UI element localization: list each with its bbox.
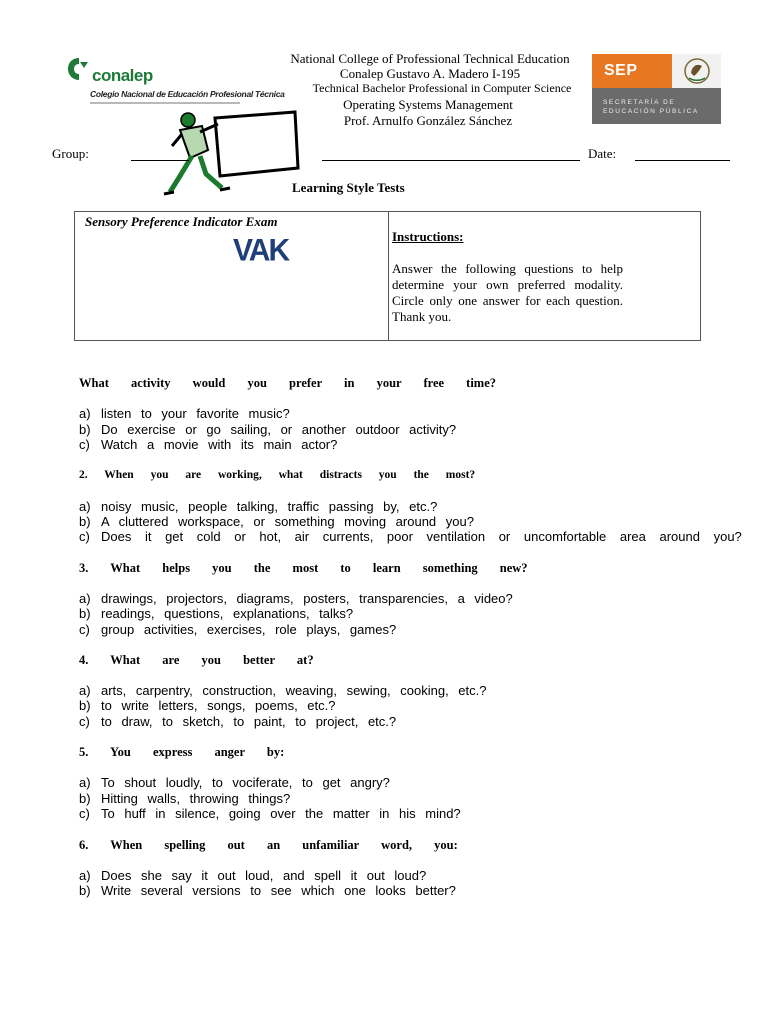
option-text: To shout loudly, to vociferate, to get angry? — [101, 775, 390, 790]
option-letter: c) — [79, 714, 90, 729]
instructions-label-text: Instructions: — [392, 229, 464, 244]
question-5: 5. You express anger by: — [79, 745, 285, 759]
option-letter: c) — [79, 806, 90, 821]
option-text: Hitting walls, throwing things? — [101, 791, 291, 806]
option-text: Do exercise or go sailing, or another outdoor activity? — [101, 422, 457, 437]
option-6b[interactable] — [79, 883, 456, 898]
page-title: Learning Style Tests — [292, 180, 405, 195]
mexico-eagle-emblem-icon — [672, 54, 721, 88]
option-5b[interactable] — [79, 791, 290, 806]
vak-logo: VAK — [233, 233, 289, 268]
option-letter: a) — [79, 775, 91, 790]
option-letter: b) — [79, 883, 91, 898]
option-letter: a) — [79, 591, 91, 606]
box-divider — [388, 212, 389, 341]
option-text: drawings, projectors, diagrams, posters, transparencies, a video? — [101, 591, 513, 606]
option-text: arts, carpentry, construction, weaving, sewing, cooking, etc.? — [101, 683, 487, 698]
option-letter: a) — [79, 868, 91, 883]
conalep-mark-icon — [66, 56, 92, 82]
option-letter: b) — [79, 606, 91, 621]
institution-name: National College of Professional Technical Education — [290, 51, 570, 66]
option-6a[interactable] — [79, 868, 426, 883]
option-text: readings, questions, explanations, talks? — [101, 606, 354, 621]
course-name: Operating Systems Management — [343, 97, 513, 112]
option-letter: c) — [79, 529, 90, 544]
group-label: Group: — [52, 146, 89, 161]
option-letter: b) — [79, 698, 91, 713]
option-letter: c) — [79, 622, 90, 637]
instructions-label — [392, 229, 494, 245]
option-5a[interactable] — [79, 775, 390, 790]
date-label: Date: — [588, 146, 617, 161]
question-6: 6. When spelling out an unfamiliar word, you: — [79, 838, 458, 852]
sep-caption-line2: EDUCACIÓN PÚBLICA — [603, 108, 699, 115]
name-blank-line[interactable] — [322, 160, 580, 161]
option-1a[interactable] — [79, 406, 290, 421]
option-text: Does she say it out loud, and spell it out loud? — [101, 868, 427, 883]
conalep-rule — [90, 102, 240, 104]
option-letter: c) — [79, 437, 90, 452]
option-text: Watch a movie with its main actor? — [101, 437, 338, 452]
option-letter: a) — [79, 406, 91, 421]
option-letter: b) — [79, 514, 91, 529]
option-text: to draw, to sketch, to paint, to project, etc.? — [101, 714, 397, 729]
sep-caption-line1: SECRETARÍA DE — [603, 99, 676, 106]
conalep-logo — [62, 52, 285, 112]
option-text: group activities, exercises, role plays, games? — [101, 622, 397, 637]
date-blank-line[interactable] — [635, 160, 730, 161]
sep-wordmark: SEP — [592, 54, 672, 88]
conalep-subtitle: Colegio Nacional de Educación Profesional Técnica — [90, 89, 285, 99]
option-text: To huff in silence, going over the matter in his mind? — [101, 806, 461, 821]
option-2a[interactable] — [79, 499, 437, 514]
exam-title: Sensory Preference Indicator Exam — [85, 214, 278, 229]
campus-name: Conalep Gustavo A. Madero I-195 — [339, 66, 521, 81]
option-letter: a) — [79, 683, 91, 698]
conalep-wordmark: conalep — [92, 66, 153, 85]
option-text: noisy music, people talking, traffic passing by, etc.? — [101, 499, 438, 514]
group-blank-line[interactable] — [131, 160, 189, 161]
instructions-text: Answer the following questions to help determine your own preferred modality. Circle only one answer for each question. Thank you. — [392, 261, 623, 324]
question-4: 4. What are you better at? — [79, 653, 314, 667]
option-text: to write letters, songs, poems, etc.? — [101, 698, 336, 713]
question-1: What activity would you prefer in your free time? — [79, 376, 497, 390]
option-text: Write several versions to see which one looks better? — [101, 883, 456, 898]
exam-info-box — [74, 211, 701, 341]
option-3b[interactable] — [79, 606, 353, 621]
option-5c[interactable] — [79, 806, 461, 821]
professor-name: Prof. Arnulfo González Sánchez — [343, 113, 513, 128]
option-1c[interactable] — [79, 437, 337, 452]
option-3c[interactable] — [79, 622, 396, 637]
option-3a[interactable] — [79, 591, 513, 606]
option-letter: a) — [79, 499, 91, 514]
option-4a[interactable] — [79, 683, 486, 698]
option-text: listen to your favorite music? — [101, 406, 290, 421]
option-2b[interactable] — [79, 514, 474, 529]
option-2c[interactable] — [79, 529, 742, 544]
option-letter: b) — [79, 422, 91, 437]
option-4c[interactable] — [79, 714, 396, 729]
option-letter: b) — [79, 791, 91, 806]
option-4b[interactable] — [79, 698, 335, 713]
question-3: 3. What helps you the most to learn something new? — [79, 561, 528, 575]
program-name: Technical Bachelor Professional in Computer Science — [312, 81, 572, 95]
option-text: A cluttered workspace, or something moving around you? — [101, 514, 474, 529]
option-text: Does it get cold or hot, air currents, poor ventilation or uncomfortable area around you? — [101, 529, 742, 544]
option-1b[interactable] — [79, 422, 456, 437]
question-2: 2. When you are working, what distracts you the most? — [79, 469, 476, 481]
